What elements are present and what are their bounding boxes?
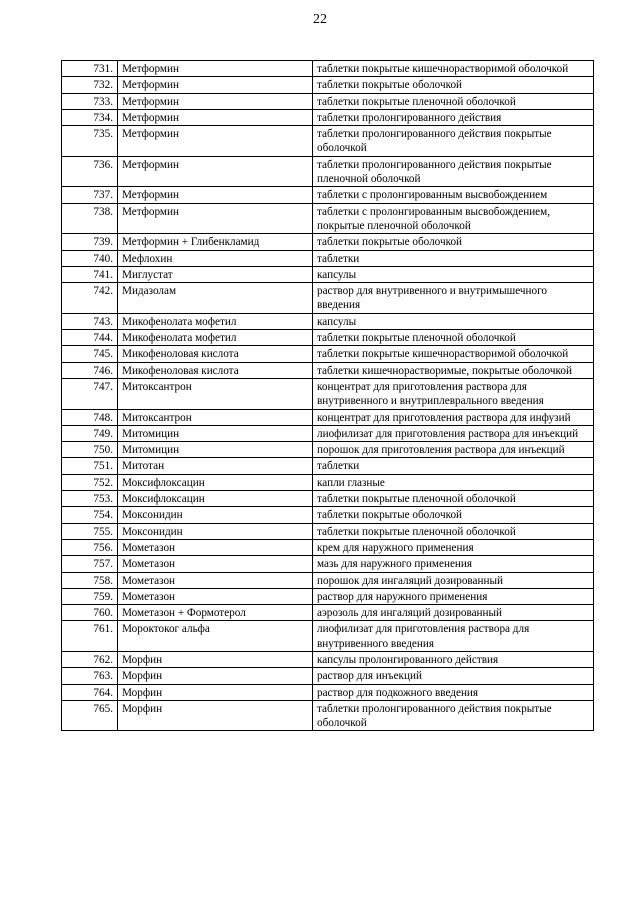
table-row xyxy=(62,474,594,490)
dosage-form: таблетки покрытые кишечнорастворимой оболочкой xyxy=(313,346,594,362)
drug-name: Мометазон + Формотерол xyxy=(118,605,313,621)
row-number: 762. xyxy=(62,651,118,667)
table-row xyxy=(62,250,594,266)
row-number: 731. xyxy=(62,61,118,77)
drug-name: Митоксантрон xyxy=(118,409,313,425)
drug-name: Морфин xyxy=(118,700,313,731)
row-number: 748. xyxy=(62,409,118,425)
table-row xyxy=(62,362,594,378)
dosage-form: таблетки пролонгированного действия xyxy=(313,109,594,125)
table-row xyxy=(62,378,594,409)
row-number: 763. xyxy=(62,668,118,684)
dosage-form: таблетки покрытые пленочной оболочкой xyxy=(313,93,594,109)
table-row xyxy=(62,621,594,652)
dosage-form: раствор для инъекций xyxy=(313,668,594,684)
row-number: 756. xyxy=(62,539,118,555)
table-row xyxy=(62,203,594,234)
row-number: 732. xyxy=(62,77,118,93)
drug-name: Морфин xyxy=(118,668,313,684)
drug-name: Метформин xyxy=(118,126,313,157)
drug-name: Митомицин xyxy=(118,442,313,458)
table-row xyxy=(62,346,594,362)
drug-name: Мометазон xyxy=(118,539,313,555)
table-row xyxy=(62,523,594,539)
drug-name: Мефлохин xyxy=(118,250,313,266)
table-row xyxy=(62,156,594,187)
row-number: 759. xyxy=(62,588,118,604)
drug-name: Метформин xyxy=(118,61,313,77)
dosage-form: таблетки покрытые пленочной оболочкой xyxy=(313,330,594,346)
table-row xyxy=(62,684,594,700)
row-number: 736. xyxy=(62,156,118,187)
dosage-form: таблетки покрытые оболочкой xyxy=(313,507,594,523)
dosage-form: порошок для приготовления раствора для инъекций xyxy=(313,442,594,458)
drug-name: Моксифлоксацин xyxy=(118,474,313,490)
table-row xyxy=(62,539,594,555)
dosage-form: капли глазные xyxy=(313,474,594,490)
table-row xyxy=(62,330,594,346)
row-number: 739. xyxy=(62,234,118,250)
drug-name: Метформин xyxy=(118,109,313,125)
row-number: 747. xyxy=(62,378,118,409)
dosage-form: раствор для наружного применения xyxy=(313,588,594,604)
table-row xyxy=(62,313,594,329)
table-row xyxy=(62,409,594,425)
dosage-form: раствор для внутривенного и внутримышечного введения xyxy=(313,283,594,314)
drug-name: Мометазон xyxy=(118,588,313,604)
table-row xyxy=(62,668,594,684)
drug-name: Морфин xyxy=(118,651,313,667)
drug-name: Мометазон xyxy=(118,572,313,588)
table-row xyxy=(62,93,594,109)
dosage-form: аэрозоль для ингаляций дозированный xyxy=(313,605,594,621)
table-row xyxy=(62,283,594,314)
table-row xyxy=(62,572,594,588)
table-row xyxy=(62,700,594,731)
row-number: 733. xyxy=(62,93,118,109)
table-row xyxy=(62,556,594,572)
table-row xyxy=(62,266,594,282)
dosage-form: крем для наружного применения xyxy=(313,539,594,555)
row-number: 760. xyxy=(62,605,118,621)
table-row xyxy=(62,109,594,125)
drug-name: Микофеноловая кислота xyxy=(118,362,313,378)
drug-table xyxy=(61,60,594,731)
dosage-form: мазь для наружного применения xyxy=(313,556,594,572)
drug-name: Микофенолата мофетил xyxy=(118,313,313,329)
dosage-form: лиофилизат для приготовления раствора для инъекций xyxy=(313,425,594,441)
table-row xyxy=(62,458,594,474)
row-number: 744. xyxy=(62,330,118,346)
row-number: 734. xyxy=(62,109,118,125)
dosage-form: таблетки покрытые оболочкой xyxy=(313,77,594,93)
dosage-form: таблетки xyxy=(313,250,594,266)
row-number: 737. xyxy=(62,187,118,203)
table-row xyxy=(62,651,594,667)
drug-name: Моксонидин xyxy=(118,523,313,539)
row-number: 765. xyxy=(62,700,118,731)
dosage-form: концентрат для приготовления раствора для инфузий xyxy=(313,409,594,425)
row-number: 757. xyxy=(62,556,118,572)
drug-name: Мороктоког альфа xyxy=(118,621,313,652)
drug-name: Микофеноловая кислота xyxy=(118,346,313,362)
row-number: 738. xyxy=(62,203,118,234)
drug-name: Метформин + Глибенкламид xyxy=(118,234,313,250)
drug-name: Моксонидин xyxy=(118,507,313,523)
dosage-form: таблетки кишечнорастворимые, покрытые оболочкой xyxy=(313,362,594,378)
drug-name: Митотан xyxy=(118,458,313,474)
drug-name: Метформин xyxy=(118,203,313,234)
row-number: 735. xyxy=(62,126,118,157)
dosage-form: концентрат для приготовления раствора для внутривенного и внутриплеврального введения xyxy=(313,378,594,409)
table-row xyxy=(62,126,594,157)
drug-name: Моксифлоксацин xyxy=(118,491,313,507)
row-number: 749. xyxy=(62,425,118,441)
row-number: 758. xyxy=(62,572,118,588)
drug-name: Метформин xyxy=(118,156,313,187)
dosage-form: капсулы пролонгированного действия xyxy=(313,651,594,667)
dosage-form: порошок для ингаляций дозированный xyxy=(313,572,594,588)
table-row xyxy=(62,442,594,458)
dosage-form: лиофилизат для приготовления раствора для внутривенного введения xyxy=(313,621,594,652)
table-row xyxy=(62,588,594,604)
row-number: 752. xyxy=(62,474,118,490)
table-row xyxy=(62,605,594,621)
row-number: 761. xyxy=(62,621,118,652)
dosage-form: таблетки покрытые пленочной оболочкой xyxy=(313,523,594,539)
dosage-form: таблетки пролонгированного действия покрытые пленочной оболочкой xyxy=(313,156,594,187)
page-number: 22 xyxy=(313,12,327,27)
table-row xyxy=(62,61,594,77)
row-number: 754. xyxy=(62,507,118,523)
table-row xyxy=(62,425,594,441)
drug-name: Мидазолам xyxy=(118,283,313,314)
dosage-form: таблетки с пролонгированным высвобождением, покрытые пленочной оболочкой xyxy=(313,203,594,234)
row-number: 753. xyxy=(62,491,118,507)
table-row xyxy=(62,507,594,523)
row-number: 755. xyxy=(62,523,118,539)
row-number: 740. xyxy=(62,250,118,266)
table-row xyxy=(62,491,594,507)
dosage-form: таблетки xyxy=(313,458,594,474)
drug-name: Микофенолата мофетил xyxy=(118,330,313,346)
row-number: 751. xyxy=(62,458,118,474)
drug-name: Метформин xyxy=(118,93,313,109)
dosage-form: таблетки с пролонгированным высвобождением xyxy=(313,187,594,203)
dosage-form: капсулы xyxy=(313,313,594,329)
dosage-form: таблетки покрытые кишечнорастворимой оболочкой xyxy=(313,61,594,77)
row-number: 746. xyxy=(62,362,118,378)
drug-name: Митоксантрон xyxy=(118,378,313,409)
table-row xyxy=(62,234,594,250)
drug-name: Мометазон xyxy=(118,556,313,572)
row-number: 745. xyxy=(62,346,118,362)
row-number: 750. xyxy=(62,442,118,458)
table-row xyxy=(62,187,594,203)
table-row xyxy=(62,77,594,93)
row-number: 764. xyxy=(62,684,118,700)
drug-name: Морфин xyxy=(118,684,313,700)
drug-name: Метформин xyxy=(118,77,313,93)
drug-name: Метформин xyxy=(118,187,313,203)
dosage-form: таблетки пролонгированного действия покрытые оболочкой xyxy=(313,126,594,157)
dosage-form: капсулы xyxy=(313,266,594,282)
row-number: 743. xyxy=(62,313,118,329)
drug-name: Митомицин xyxy=(118,425,313,441)
dosage-form: таблетки покрытые оболочкой xyxy=(313,234,594,250)
drug-name: Миглустат xyxy=(118,266,313,282)
dosage-form: раствор для подкожного введения xyxy=(313,684,594,700)
dosage-form: таблетки пролонгированного действия покрытые оболочкой xyxy=(313,700,594,731)
dosage-form: таблетки покрытые пленочной оболочкой xyxy=(313,491,594,507)
row-number: 742. xyxy=(62,283,118,314)
drug-table-body xyxy=(62,61,594,731)
row-number: 741. xyxy=(62,266,118,282)
